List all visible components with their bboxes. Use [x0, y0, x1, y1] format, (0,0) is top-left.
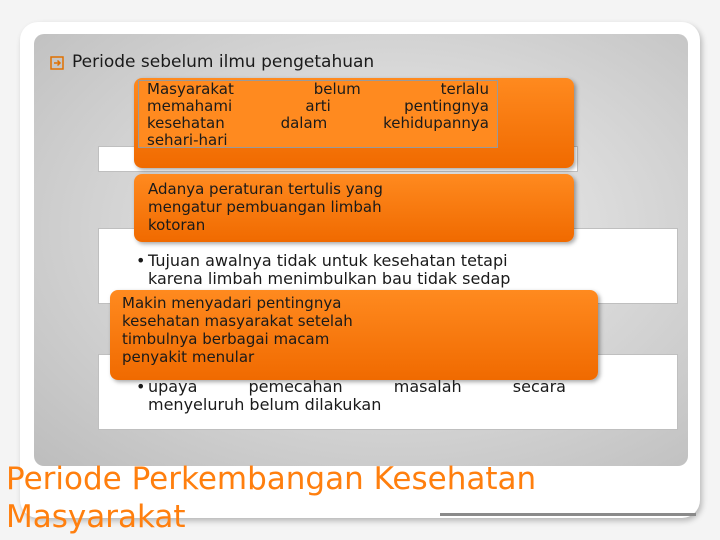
- bullet2-word: secara: [512, 377, 566, 396]
- note-word: terlalu: [440, 80, 489, 98]
- footer-title-line: Masyarakat: [6, 499, 186, 535]
- note-panel: [138, 80, 498, 148]
- box1-line: Adanya peraturan tertulis yang: [148, 180, 383, 198]
- heading-text: Periode sebelum ilmu pengetahuan: [72, 52, 375, 72]
- box1-line: kotoran: [148, 216, 206, 234]
- bullet2-word: masalah: [393, 377, 462, 396]
- orange-box-3: [110, 290, 598, 380]
- dot-icon: •: [136, 251, 146, 270]
- bullet1-line: Tujuan awalnya tidak untuk kesehatan tetapi: [148, 251, 508, 270]
- box2-line: timbulnya berbagai macam: [122, 330, 330, 348]
- heading-row: [50, 50, 374, 74]
- footer-title-line: Periode Perkembangan Kesehatan: [6, 461, 537, 497]
- orange-box-2: [134, 174, 574, 242]
- note-word: sehari-hari: [147, 131, 228, 149]
- footer-title: [6, 460, 706, 536]
- box1-line: mengatur pembuangan limbah: [148, 198, 382, 216]
- note-line-2: [139, 98, 497, 115]
- bullet2-word: pemecahan: [248, 377, 343, 396]
- note-line-4: [139, 132, 497, 149]
- footer-rule: [440, 513, 696, 516]
- note-word: Masyarakat: [147, 80, 234, 98]
- note-word: belum: [313, 80, 361, 98]
- note-word: kesehatan: [147, 114, 225, 132]
- box2-line: penyakit menular: [122, 348, 255, 366]
- bullet2-line: menyeluruh belum dilakukan: [148, 395, 382, 414]
- note-word: memahami: [147, 97, 233, 115]
- note-line-1: [139, 81, 497, 98]
- bullet-item-1: [136, 252, 576, 288]
- note-word: dalam: [280, 114, 328, 132]
- box2-line: kesehatan masyarakat setelah: [122, 312, 353, 330]
- dot-icon: •: [136, 377, 146, 396]
- bullet2-word: upaya: [148, 377, 198, 396]
- bullet1-line: karena limbah menimbulkan bau tidak sedap: [148, 269, 511, 288]
- note-word: arti: [305, 97, 331, 115]
- bullet-item-2: [136, 378, 566, 414]
- checkbox-arrow-icon: [50, 55, 64, 69]
- box2-line: Makin menyadari pentingnya: [122, 294, 342, 312]
- note-word: kehidupannya: [383, 114, 489, 132]
- note-line-3: [139, 115, 497, 132]
- note-word: pentingnya: [404, 97, 489, 115]
